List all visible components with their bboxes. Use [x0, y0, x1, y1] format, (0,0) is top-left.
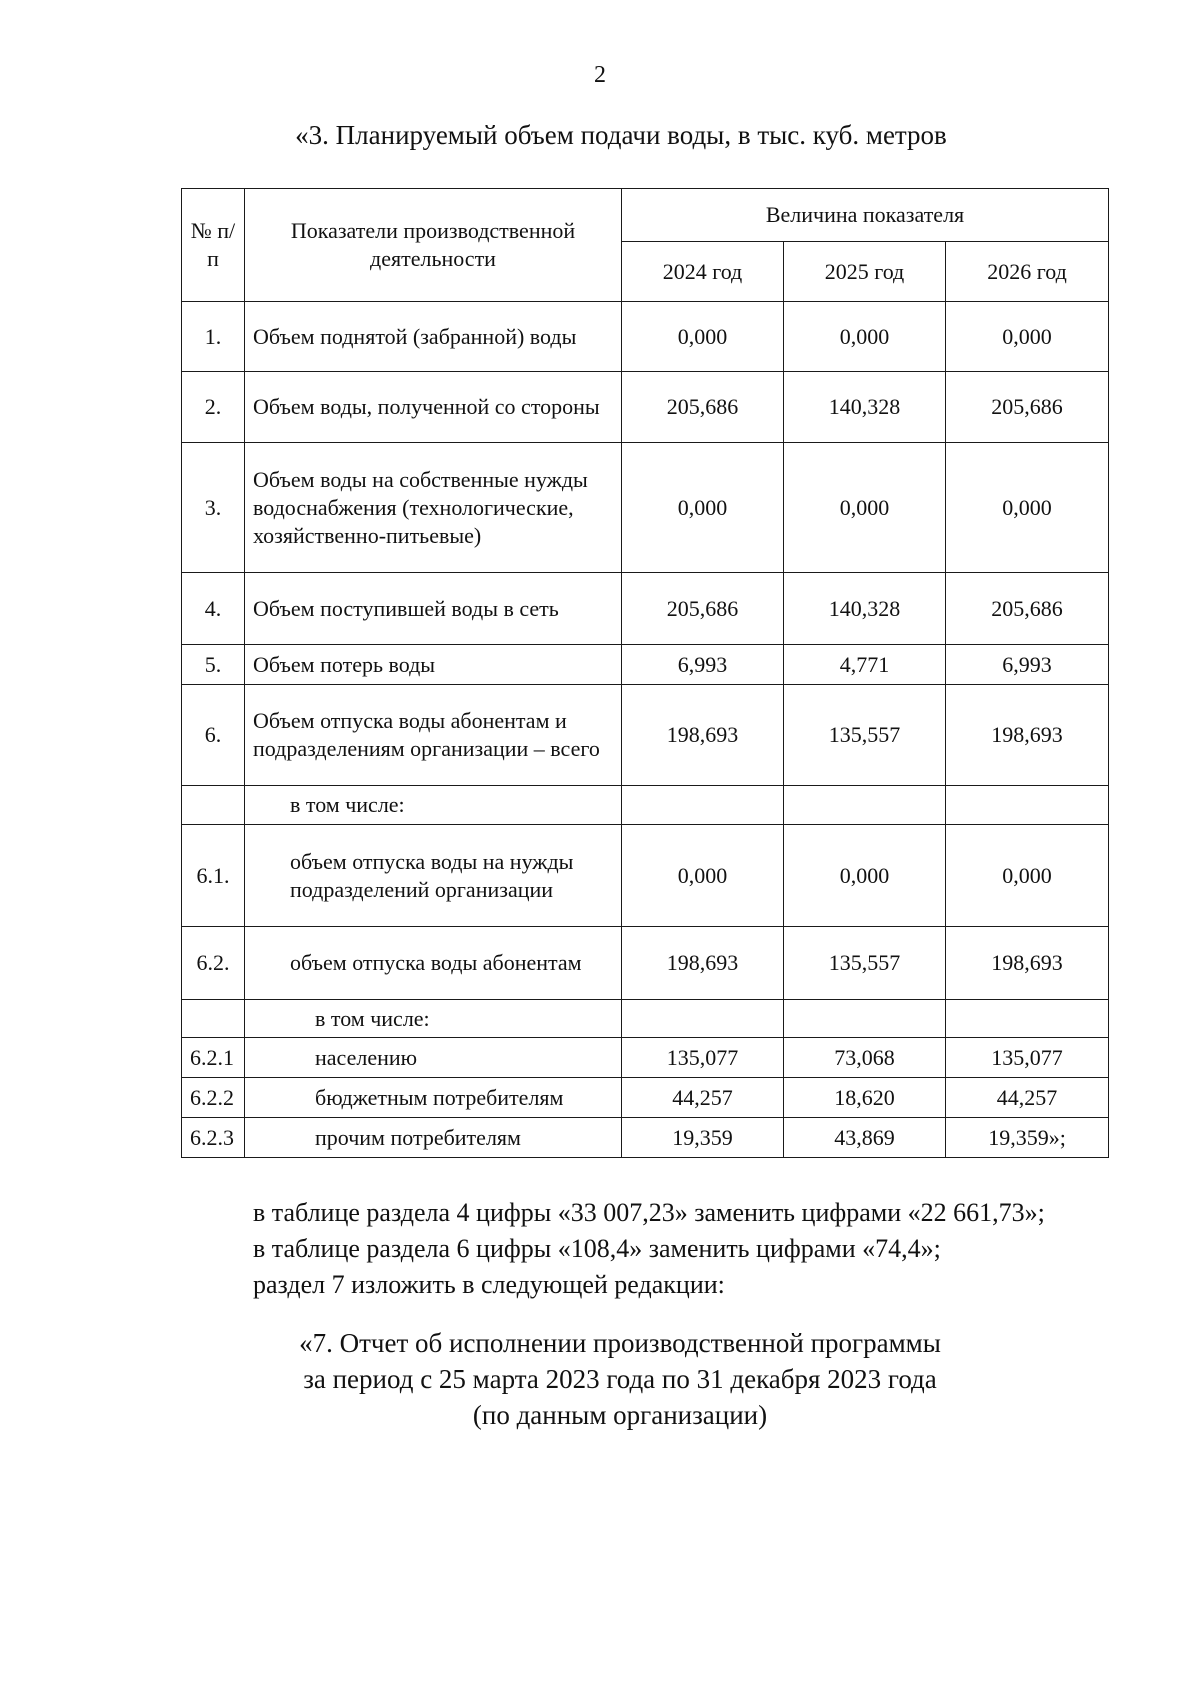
header-year-2026: 2026 год [946, 242, 1109, 302]
row-value-2025: 135,557 [784, 685, 946, 786]
table-row [182, 685, 1109, 786]
header-year-2024: 2024 год [622, 242, 784, 302]
row-indicator: Объем воды, полученной со стороны [245, 372, 622, 443]
row-indicator: Объем поднятой (забранной) воды [245, 302, 622, 372]
row-indicator: объем отпуска воды абонентам [245, 927, 622, 1000]
row-value-2026: 0,000 [946, 302, 1109, 372]
row-value-2026: 205,686 [946, 372, 1109, 443]
table-row [182, 443, 1109, 573]
row-num [182, 786, 245, 825]
paragraph-section7: раздел 7 изложить в следующей редакции: [253, 1270, 725, 1299]
row-value-2024: 135,077 [622, 1038, 784, 1078]
row-value-2026: 198,693 [946, 685, 1109, 786]
table-row [182, 1118, 1109, 1158]
row-indicator: Объем потерь воды [245, 645, 622, 685]
row-value-2024: 198,693 [622, 685, 784, 786]
row-value-2024 [622, 786, 784, 825]
row-value-2026: 135,077 [946, 1038, 1109, 1078]
row-value-2024: 0,000 [622, 825, 784, 927]
row-value-2026: 0,000 [946, 825, 1109, 927]
row-indicator: Объем поступившей воды в сеть [245, 573, 622, 645]
header-year-2025: 2025 год [784, 242, 946, 302]
table-row [182, 786, 1109, 825]
row-indicator: в том числе: [245, 1000, 622, 1038]
row-num: 6. [182, 685, 245, 786]
row-value-2025: 135,557 [784, 927, 946, 1000]
row-num: 4. [182, 573, 245, 645]
row-value-2024: 205,686 [622, 573, 784, 645]
row-indicator: населению [245, 1038, 622, 1078]
row-num: 3. [182, 443, 245, 573]
row-indicator: объем отпуска воды на нужды подразделений организации [245, 825, 622, 927]
row-value-2025 [784, 786, 946, 825]
row-value-2025: 140,328 [784, 372, 946, 443]
header-indicator: Показатели производственной деятельности [245, 189, 622, 302]
row-indicator: бюджетным потребителям [245, 1078, 622, 1118]
paragraph-section6: в таблице раздела 6 цифры «108,4» заменить цифрами «74,4»; [253, 1234, 941, 1263]
table-row [182, 1000, 1109, 1038]
row-num: 6.2.2 [182, 1078, 245, 1118]
row-num: 6.2.3 [182, 1118, 245, 1158]
row-value-2025: 18,620 [784, 1078, 946, 1118]
header-num: № п/п [182, 189, 245, 302]
water-supply-table [181, 188, 1109, 1158]
row-value-2025: 73,068 [784, 1038, 946, 1078]
table-row [182, 573, 1109, 645]
row-num: 5. [182, 645, 245, 685]
row-value-2025: 0,000 [784, 443, 946, 573]
table-row [182, 825, 1109, 927]
section7-title-line: (по данным организации) [472, 1400, 768, 1430]
row-value-2026: 0,000 [946, 443, 1109, 573]
row-value-2025: 4,771 [784, 645, 946, 685]
table-row [182, 302, 1109, 372]
row-num: 6.1. [182, 825, 245, 927]
table-row [182, 927, 1109, 1000]
section7-title-line: за период с 25 марта 2023 года по 31 декабря 2023 года [303, 1364, 937, 1394]
row-value-2025: 140,328 [784, 573, 946, 645]
table-row [182, 645, 1109, 685]
row-num [182, 1000, 245, 1038]
header-value-group: Величина показателя [622, 189, 1109, 242]
amendment-paragraphs [253, 1195, 1045, 1303]
row-value-2026: 198,693 [946, 927, 1109, 1000]
row-value-2024: 44,257 [622, 1078, 784, 1118]
section-title: «3. Планируемый объем подачи воды, в тыс. куб. метров [295, 120, 947, 150]
row-value-2026 [946, 1000, 1109, 1038]
row-num: 2. [182, 372, 245, 443]
row-value-2025: 0,000 [784, 302, 946, 372]
row-indicator: прочим потребителям [245, 1118, 622, 1158]
row-value-2024: 0,000 [622, 302, 784, 372]
row-value-2024: 19,359 [622, 1118, 784, 1158]
row-value-2026: 44,257 [946, 1078, 1109, 1118]
row-value-2026 [946, 786, 1109, 825]
row-value-2026: 6,993 [946, 645, 1109, 685]
row-value-2026: 19,359»; [946, 1118, 1109, 1158]
row-value-2024: 6,993 [622, 645, 784, 685]
row-indicator: в том числе: [245, 786, 622, 825]
row-num: 6.2. [182, 927, 245, 1000]
row-num: 1. [182, 302, 245, 372]
row-num: 6.2.1 [182, 1038, 245, 1078]
row-indicator: Объем отпуска воды абонентам и подразделениям организации – всего [245, 685, 622, 786]
section7-title-line: «7. Отчет об исполнении производственной программы [299, 1328, 941, 1358]
row-value-2025: 0,000 [784, 825, 946, 927]
section7-title [0, 1325, 1200, 1433]
row-value-2024: 198,693 [622, 927, 784, 1000]
table-row [182, 372, 1109, 443]
row-value-2025: 43,869 [784, 1118, 946, 1158]
row-value-2024: 0,000 [622, 443, 784, 573]
row-value-2026: 205,686 [946, 573, 1109, 645]
table-row [182, 1078, 1109, 1118]
row-value-2025 [784, 1000, 946, 1038]
page-number: 2 [594, 62, 606, 88]
table-row [182, 1038, 1109, 1078]
row-value-2024: 205,686 [622, 372, 784, 443]
paragraph-section4: в таблице раздела 4 цифры «33 007,23» заменить цифрами «22 661,73»; [253, 1198, 1045, 1227]
row-value-2024 [622, 1000, 784, 1038]
row-indicator: Объем воды на собственные нужды водоснабжения (технологические, хозяйственно-питьевые) [245, 443, 622, 573]
